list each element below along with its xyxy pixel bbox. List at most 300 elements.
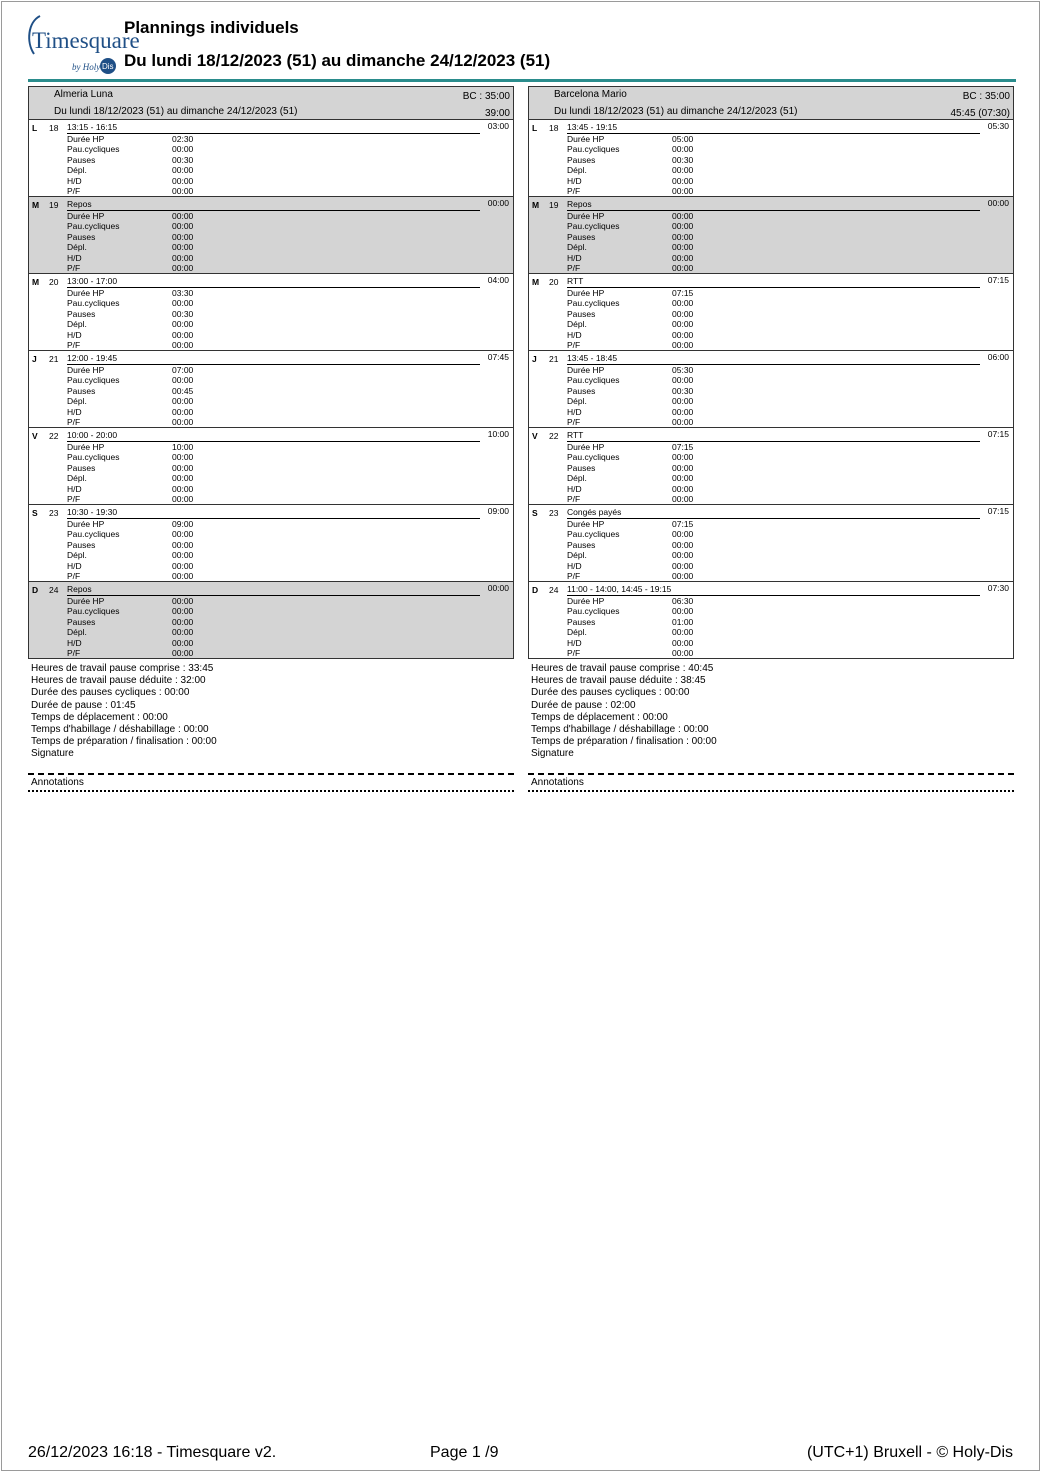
detail-label: P/F (567, 262, 581, 273)
detail-value: 00:30 (172, 308, 194, 319)
detail-label: H/D (67, 175, 82, 186)
detail-label: Dépl. (567, 319, 587, 330)
day-number: 24 (549, 585, 559, 595)
day-block (29, 428, 513, 505)
summary-line: Heures de travail pause comprise : 33:45 (31, 663, 214, 674)
day-details (67, 519, 227, 581)
header-divider (28, 79, 1016, 82)
detail-row (67, 176, 227, 186)
detail-label: Pauses (67, 385, 96, 396)
detail-label: Durée HP (67, 596, 105, 606)
day-block (529, 582, 1013, 659)
detail-value: 07:15 (672, 442, 694, 452)
summary-line: Durée de pause : 01:45 (31, 699, 136, 711)
detail-value: 00:00 (672, 529, 694, 540)
employee-header (528, 86, 1014, 120)
detail-label: Durée HP (567, 365, 605, 375)
detail-label: Pauses (567, 385, 596, 396)
detail-row (567, 155, 727, 165)
detail-value: 00:00 (672, 606, 694, 617)
detail-value: 02:30 (172, 134, 194, 144)
detail-row (67, 452, 227, 462)
detail-value: 00:00 (672, 185, 694, 196)
day-schedule: Repos (67, 200, 480, 211)
day-number: 18 (549, 123, 559, 133)
detail-row (67, 627, 227, 637)
detail-label: Pau.cycliques (67, 606, 120, 617)
detail-label: Dépl. (67, 550, 87, 561)
day-schedule: Repos (567, 200, 980, 211)
detail-value: 00:00 (172, 339, 194, 350)
day-number: 22 (49, 431, 59, 441)
svg-text:Dis: Dis (102, 62, 114, 71)
day-schedule: RTT (567, 431, 980, 442)
day-number: 22 (549, 431, 559, 441)
detail-value: 00:00 (672, 298, 694, 309)
detail-row (67, 571, 227, 581)
day-total: 07:45 (487, 352, 509, 362)
detail-value: 00:00 (172, 175, 194, 186)
detail-value: 00:00 (672, 252, 694, 263)
detail-label: Dépl. (67, 165, 87, 176)
detail-value: 00:00 (172, 185, 194, 196)
day-letter: V (532, 431, 538, 441)
detail-row (67, 442, 227, 452)
detail-value: 00:00 (672, 319, 694, 330)
detail-label: Pau.cycliques (567, 452, 620, 463)
day-schedule: 13:45 - 19:15 (567, 123, 980, 134)
detail-row (67, 519, 227, 529)
detail-label: H/D (67, 483, 82, 494)
detail-value: 00:00 (172, 462, 194, 473)
svg-text:by Holy: by Holy (72, 62, 101, 72)
day-block (29, 351, 513, 428)
summary-line: Temps d'habillage / déshabillage : 00:00 (31, 723, 209, 735)
detail-label: Pauses (567, 154, 596, 165)
detail-row (567, 473, 727, 483)
week-total: 45:45 (07:30) (950, 108, 1010, 119)
detail-value: 07:15 (672, 288, 694, 298)
employee-name: Almeria Luna (54, 89, 113, 100)
summary (528, 663, 1014, 761)
detail-row (567, 263, 727, 273)
detail-row (567, 242, 727, 252)
footer-page-number: Page 1 /9 (430, 1444, 499, 1461)
detail-row (67, 288, 227, 298)
detail-value: 00:00 (172, 483, 194, 494)
detail-value: 00:00 (672, 627, 694, 638)
day-total: 07:30 (987, 583, 1009, 593)
summary-line: Temps de préparation / finalisation : 00:00 (31, 736, 217, 748)
footer-timestamp: 26/12/2023 16:18 - Timesquare v2. (28, 1444, 277, 1461)
detail-row (567, 596, 727, 606)
detail-row (567, 340, 727, 350)
detail-value: 00:00 (172, 539, 194, 550)
day-letter: S (32, 508, 38, 518)
detail-value: 00:00 (672, 308, 694, 319)
detail-value: 00:00 (672, 539, 694, 550)
detail-row (67, 298, 227, 308)
logo-text: Timesquare (32, 28, 140, 53)
detail-label: P/F (67, 570, 81, 581)
detail-label: H/D (567, 406, 582, 417)
day-schedule: 12:00 - 19:45 (67, 354, 480, 365)
detail-row (67, 529, 227, 539)
day-total: 10:00 (487, 429, 509, 439)
detail-row (67, 253, 227, 263)
detail-value: 00:30 (672, 385, 694, 396)
detail-row (67, 186, 227, 196)
day-number: 19 (549, 200, 559, 210)
detail-row (567, 375, 727, 385)
detail-label: Pau.cycliques (67, 452, 120, 463)
detail-row (67, 463, 227, 473)
day-schedule: 11:00 - 14:00, 14:45 - 19:15 (567, 585, 980, 596)
detail-row (67, 596, 227, 606)
day-details (67, 365, 227, 427)
detail-value: 00:00 (172, 231, 194, 242)
detail-value: 00:00 (672, 144, 694, 155)
detail-label: Pauses (567, 231, 596, 242)
detail-label: Durée HP (67, 365, 105, 375)
detail-row (67, 561, 227, 571)
detail-value: 00:00 (172, 144, 194, 155)
detail-label: Dépl. (567, 396, 587, 407)
annotations-label: Annotations (28, 777, 514, 792)
detail-label: Pauses (67, 616, 96, 627)
detail-label: Pau.cycliques (67, 144, 120, 155)
employee-header (28, 86, 514, 120)
day-total: 07:15 (987, 275, 1009, 285)
contract-hours: BC : 35:00 (962, 91, 1010, 102)
detail-label: H/D (67, 406, 82, 417)
detail-value: 00:00 (672, 375, 694, 386)
detail-value: 00:00 (172, 627, 194, 638)
detail-value: 00:30 (172, 154, 194, 165)
detail-value: 00:00 (672, 416, 694, 427)
detail-row (567, 540, 727, 550)
day-block (529, 505, 1013, 582)
detail-value: 00:00 (172, 221, 194, 232)
detail-label: Pau.cycliques (67, 298, 120, 309)
detail-label: Pauses (67, 154, 96, 165)
detail-row (567, 550, 727, 560)
day-total: 05:30 (987, 121, 1009, 131)
detail-value: 00:00 (672, 329, 694, 340)
day-letter: D (532, 585, 539, 595)
detail-value: 00:00 (672, 231, 694, 242)
day-block (29, 197, 513, 274)
detail-row (567, 396, 727, 406)
detail-value: 00:00 (672, 647, 694, 658)
day-total: 06:00 (987, 352, 1009, 362)
detail-value: 00:00 (672, 262, 694, 273)
detail-row (67, 396, 227, 406)
detail-label: P/F (67, 493, 81, 504)
day-block (529, 274, 1013, 351)
detail-row (67, 330, 227, 340)
detail-row (567, 134, 727, 144)
summary-line: Durée des pauses cycliques : 00:00 (531, 687, 690, 699)
detail-value: 00:00 (172, 452, 194, 463)
detail-row (567, 176, 727, 186)
summary-line: Temps d'habillage / déshabillage : 00:00 (531, 723, 709, 735)
day-schedule: RTT (567, 277, 980, 288)
detail-value: 00:00 (172, 262, 194, 273)
detail-value: 00:00 (672, 406, 694, 417)
detail-value: 10:00 (172, 442, 194, 452)
signature-line (28, 773, 514, 775)
detail-label: Pau.cycliques (67, 529, 120, 540)
day-block (29, 505, 513, 582)
detail-label: Pau.cycliques (567, 144, 620, 155)
day-total: 03:00 (487, 121, 509, 131)
day-total: 09:00 (487, 506, 509, 516)
detail-value: 00:00 (672, 242, 694, 253)
detail-value: 00:00 (172, 165, 194, 176)
detail-row (567, 571, 727, 581)
day-schedule: 13:00 - 17:00 (67, 277, 480, 288)
day-schedule: 13:45 - 18:45 (567, 354, 980, 365)
detail-label: P/F (567, 339, 581, 350)
detail-label: H/D (567, 560, 582, 571)
detail-label: P/F (567, 185, 581, 196)
day-block (529, 428, 1013, 505)
detail-label: P/F (67, 262, 81, 273)
detail-value: 00:00 (672, 175, 694, 186)
summary-line: Heures de travail pause déduite : 38:45 (531, 675, 706, 687)
detail-row (67, 648, 227, 658)
day-number: 23 (549, 508, 559, 518)
detail-label: Durée HP (567, 519, 605, 529)
day-letter: D (32, 585, 39, 595)
detail-label: Durée HP (67, 519, 105, 529)
detail-label: Dépl. (67, 242, 87, 253)
detail-value: 00:00 (172, 596, 194, 606)
detail-label: Durée HP (67, 134, 105, 144)
detail-value: 00:00 (172, 529, 194, 540)
detail-row (67, 540, 227, 550)
detail-label: Pau.cycliques (567, 298, 620, 309)
detail-label: Pauses (567, 616, 596, 627)
detail-value: 00:00 (172, 616, 194, 627)
detail-row (567, 417, 727, 427)
detail-value: 00:00 (172, 493, 194, 504)
summary-line: Durée des pauses cycliques : 00:00 (31, 687, 190, 699)
day-block (529, 197, 1013, 274)
detail-label: Pau.cycliques (67, 375, 120, 386)
detail-row (567, 463, 727, 473)
day-number: 21 (49, 354, 59, 364)
detail-label: Dépl. (67, 627, 87, 638)
detail-row (567, 519, 727, 529)
detail-label: Pauses (67, 308, 96, 319)
detail-value: 00:00 (172, 416, 194, 427)
day-details (567, 519, 727, 581)
detail-value: 00:00 (172, 242, 194, 253)
summary-line: Durée de pause : 02:00 (531, 699, 636, 711)
detail-value: 00:00 (172, 406, 194, 417)
employee-period: Du lundi 18/12/2023 (51) au dimanche 24/12/2023 (51) (554, 106, 798, 117)
detail-row (67, 340, 227, 350)
detail-row (67, 134, 227, 144)
detail-row (567, 442, 727, 452)
detail-label: Durée HP (67, 442, 105, 452)
detail-row (67, 263, 227, 273)
detail-label: P/F (567, 416, 581, 427)
detail-row (67, 484, 227, 494)
detail-row (67, 309, 227, 319)
detail-label: Pau.cycliques (567, 221, 620, 232)
detail-label: Pauses (67, 462, 96, 473)
day-total: 04:00 (487, 275, 509, 285)
detail-row (567, 617, 727, 627)
day-letter: V (32, 431, 38, 441)
detail-value: 00:00 (672, 339, 694, 350)
day-letter: M (32, 200, 40, 210)
detail-value: 00:00 (672, 493, 694, 504)
detail-value: 00:00 (172, 319, 194, 330)
day-total: 07:15 (987, 429, 1009, 439)
day-letter: S (532, 508, 538, 518)
detail-value: 00:00 (172, 560, 194, 571)
detail-value: 09:00 (172, 519, 194, 529)
detail-label: P/F (67, 185, 81, 196)
day-letter: L (32, 123, 38, 133)
detail-row (67, 232, 227, 242)
timesquare-logo (26, 10, 140, 76)
detail-row (567, 648, 727, 658)
day-details (567, 211, 727, 273)
detail-label: Pauses (567, 462, 596, 473)
day-letter: J (532, 354, 537, 364)
day-details (67, 442, 227, 504)
day-letter: L (532, 123, 538, 133)
summary-line: Temps de déplacement : 00:00 (31, 711, 168, 723)
detail-row (567, 365, 727, 375)
detail-value: 00:00 (172, 550, 194, 561)
contract-hours: BC : 35:00 (462, 91, 510, 102)
report-period: Du lundi 18/12/2023 (51) au dimanche 24/12/2023 (51) (124, 51, 551, 70)
day-details (67, 596, 227, 658)
detail-row (67, 375, 227, 385)
detail-row (567, 144, 727, 154)
detail-label: Durée HP (67, 211, 105, 221)
day-letter: M (32, 277, 40, 287)
detail-row (567, 211, 727, 221)
detail-value: 00:00 (172, 329, 194, 340)
detail-label: H/D (67, 252, 82, 263)
detail-label: Durée HP (567, 596, 605, 606)
day-schedule: 13:15 - 16:15 (67, 123, 480, 134)
detail-label: Durée HP (567, 134, 605, 144)
detail-label: H/D (567, 175, 582, 186)
employee-panel (528, 86, 1014, 792)
detail-value: 06:30 (672, 596, 694, 606)
detail-row (567, 452, 727, 462)
day-total: 00:00 (487, 198, 509, 208)
summary (28, 663, 514, 761)
detail-row (67, 473, 227, 483)
day-details (567, 442, 727, 504)
detail-value: 00:00 (672, 211, 694, 221)
detail-row (567, 186, 727, 196)
detail-row (567, 561, 727, 571)
detail-value: 07:00 (172, 365, 194, 375)
detail-row (567, 221, 727, 231)
detail-row (67, 617, 227, 627)
day-schedule: Repos (67, 585, 480, 596)
detail-value: 00:00 (672, 221, 694, 232)
detail-label: P/F (567, 493, 581, 504)
detail-label: Pauses (567, 308, 596, 319)
detail-label: Pau.cycliques (567, 606, 620, 617)
week-total: 39:00 (484, 108, 510, 119)
detail-row (567, 386, 727, 396)
day-total: 00:00 (487, 583, 509, 593)
day-number: 24 (49, 585, 59, 595)
detail-label: P/F (567, 570, 581, 581)
detail-value: 00:00 (672, 452, 694, 463)
signature-line (528, 773, 1014, 775)
detail-label: Pau.cycliques (567, 529, 620, 540)
detail-value: 00:00 (672, 637, 694, 648)
detail-value: 00:45 (172, 385, 194, 396)
detail-row (67, 211, 227, 221)
detail-row (67, 386, 227, 396)
employee-period: Du lundi 18/12/2023 (51) au dimanche 24/12/2023 (51) (54, 106, 298, 117)
detail-label: Dépl. (567, 550, 587, 561)
detail-row (567, 627, 727, 637)
detail-value: 05:00 (672, 134, 694, 144)
detail-label: Durée HP (67, 288, 105, 298)
detail-value: 00:00 (672, 570, 694, 581)
day-details (567, 365, 727, 427)
day-number: 18 (49, 123, 59, 133)
detail-row (67, 494, 227, 504)
detail-value: 00:00 (672, 473, 694, 484)
detail-row (67, 365, 227, 375)
detail-value: 00:00 (172, 647, 194, 658)
detail-label: H/D (567, 329, 582, 340)
detail-label: H/D (67, 560, 82, 571)
detail-label: Pau.cycliques (567, 375, 620, 386)
detail-value: 00:00 (672, 396, 694, 407)
detail-label: P/F (567, 647, 581, 658)
detail-label: Pauses (67, 231, 96, 242)
detail-row (567, 253, 727, 263)
detail-value: 01:00 (672, 616, 694, 627)
detail-row (67, 221, 227, 231)
detail-value: 00:00 (672, 462, 694, 473)
detail-row (67, 165, 227, 175)
detail-value: 00:00 (172, 570, 194, 581)
detail-label: Durée HP (567, 442, 605, 452)
employee-name: Barcelona Mario (554, 89, 627, 100)
day-number: 20 (549, 277, 559, 287)
detail-row (567, 319, 727, 329)
detail-label: Durée HP (567, 211, 605, 221)
summary-line: Signature (31, 748, 74, 760)
detail-row (67, 550, 227, 560)
day-list (528, 120, 1014, 659)
day-letter: M (532, 200, 540, 210)
detail-value: 00:00 (172, 473, 194, 484)
detail-value: 00:00 (172, 298, 194, 309)
detail-row (567, 484, 727, 494)
detail-row (567, 529, 727, 539)
detail-value: 03:30 (172, 288, 194, 298)
